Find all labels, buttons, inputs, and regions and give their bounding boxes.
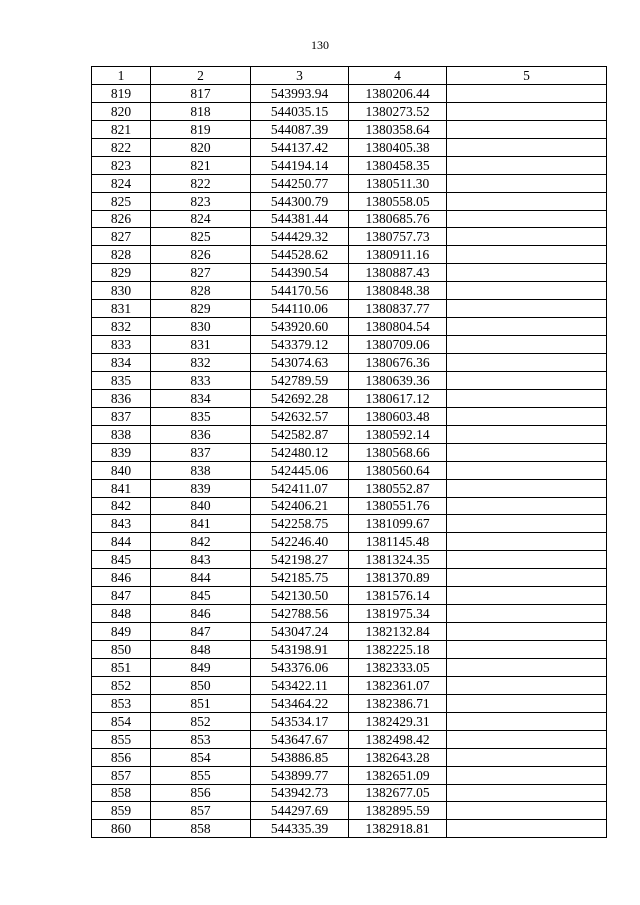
- table-cell-col-3: 543464.22: [251, 694, 349, 712]
- table-cell-col-3: 542788.56: [251, 605, 349, 623]
- table-cell-col-4: 1382895.59: [349, 802, 447, 820]
- table-cell-col-5: [447, 587, 607, 605]
- table-cell-col-5: [447, 533, 607, 551]
- table-row: [92, 425, 607, 443]
- table-row: [92, 389, 607, 407]
- table-cell-col-2: 838: [151, 461, 251, 479]
- table-cell-col-1: 859: [92, 802, 151, 820]
- table-cell-col-4: 1381145.48: [349, 533, 447, 551]
- table-cell-col-2: 828: [151, 282, 251, 300]
- table-cell-col-4: 1380206.44: [349, 84, 447, 102]
- table-cell-col-5: [447, 228, 607, 246]
- table-row: [92, 282, 607, 300]
- table-cell-col-1: 820: [92, 102, 151, 120]
- table-cell-col-3: 543074.63: [251, 354, 349, 372]
- table-cell-col-2: 857: [151, 802, 251, 820]
- table-cell-col-5: [447, 318, 607, 336]
- table-cell-col-3: 544528.62: [251, 246, 349, 264]
- table-row: [92, 730, 607, 748]
- table-cell-col-5: [447, 658, 607, 676]
- table-cell-col-4: 1380592.14: [349, 425, 447, 443]
- table-row: [92, 676, 607, 694]
- table-cell-col-4: 1380685.76: [349, 210, 447, 228]
- table-cell-col-5: [447, 676, 607, 694]
- table-cell-col-5: [447, 551, 607, 569]
- table-cell-col-2: 853: [151, 730, 251, 748]
- table-cell-col-5: [447, 192, 607, 210]
- table-row: [92, 246, 607, 264]
- table-row: [92, 623, 607, 641]
- table-cell-col-3: 544250.77: [251, 174, 349, 192]
- table-cell-col-2: 850: [151, 676, 251, 694]
- table-cell-col-2: 826: [151, 246, 251, 264]
- table-cell-col-4: 1380911.16: [349, 246, 447, 264]
- table-cell-col-3: 544170.56: [251, 282, 349, 300]
- table-row: [92, 658, 607, 676]
- table-cell-col-4: 1382225.18: [349, 641, 447, 659]
- table-cell-col-5: [447, 748, 607, 766]
- table-cell-col-5: [447, 389, 607, 407]
- table-cell-col-1: 832: [92, 318, 151, 336]
- table-cell-col-4: 1380603.48: [349, 407, 447, 425]
- table-cell-col-3: 544110.06: [251, 300, 349, 318]
- table-cell-col-3: 544335.39: [251, 820, 349, 838]
- table-cell-col-3: 542411.07: [251, 479, 349, 497]
- column-header-5: 5: [447, 67, 607, 85]
- table-cell-col-4: 1380405.38: [349, 138, 447, 156]
- table-cell-col-4: 1382677.05: [349, 784, 447, 802]
- table-cell-col-4: 1382386.71: [349, 694, 447, 712]
- table-cell-col-1: 828: [92, 246, 151, 264]
- table-cell-col-3: 542480.12: [251, 443, 349, 461]
- table-cell-col-5: [447, 102, 607, 120]
- table-cell-col-5: [447, 300, 607, 318]
- table-cell-col-4: 1380887.43: [349, 264, 447, 282]
- table-cell-col-3: 543993.94: [251, 84, 349, 102]
- table-cell-col-4: 1380709.06: [349, 336, 447, 354]
- table-cell-col-5: [447, 802, 607, 820]
- table-row: [92, 766, 607, 784]
- table-cell-col-3: 542246.40: [251, 533, 349, 551]
- column-header-4: 4: [349, 67, 447, 85]
- table-cell-col-1: 844: [92, 533, 151, 551]
- table-cell-col-1: 825: [92, 192, 151, 210]
- table-cell-col-1: 831: [92, 300, 151, 318]
- table-row: [92, 605, 607, 623]
- table-cell-col-4: 1380639.36: [349, 371, 447, 389]
- table-row: [92, 102, 607, 120]
- table-cell-col-5: [447, 246, 607, 264]
- table-cell-col-5: [447, 515, 607, 533]
- table-cell-col-5: [447, 784, 607, 802]
- table-cell-col-4: 1381324.35: [349, 551, 447, 569]
- table-cell-col-5: [447, 730, 607, 748]
- table-cell-col-3: 543647.67: [251, 730, 349, 748]
- table-row: [92, 533, 607, 551]
- table-cell-col-4: 1380804.54: [349, 318, 447, 336]
- table-cell-col-1: 853: [92, 694, 151, 712]
- table-cell-col-5: [447, 407, 607, 425]
- table-cell-col-4: 1382132.84: [349, 623, 447, 641]
- table-cell-col-1: 840: [92, 461, 151, 479]
- table-cell-col-4: 1382651.09: [349, 766, 447, 784]
- table-cell-col-2: 854: [151, 748, 251, 766]
- table-cell-col-2: 849: [151, 658, 251, 676]
- table-row: [92, 587, 607, 605]
- table-cell-col-1: 854: [92, 712, 151, 730]
- table-row: [92, 354, 607, 372]
- table-cell-col-3: 542130.50: [251, 587, 349, 605]
- table-cell-col-5: [447, 479, 607, 497]
- column-header-3: 3: [251, 67, 349, 85]
- table-cell-col-1: 836: [92, 389, 151, 407]
- table-row: [92, 318, 607, 336]
- table-cell-col-4: 1380848.38: [349, 282, 447, 300]
- table-cell-col-4: 1382333.05: [349, 658, 447, 676]
- table-row: [92, 479, 607, 497]
- table-cell-col-5: [447, 497, 607, 515]
- table-cell-col-1: 822: [92, 138, 151, 156]
- table-cell-col-3: 542185.75: [251, 569, 349, 587]
- table-row: [92, 156, 607, 174]
- table-cell-col-2: 824: [151, 210, 251, 228]
- table-cell-col-2: 818: [151, 102, 251, 120]
- table-cell-col-1: 830: [92, 282, 151, 300]
- table-cell-col-5: [447, 766, 607, 784]
- table-cell-col-2: 841: [151, 515, 251, 533]
- table-cell-col-1: 846: [92, 569, 151, 587]
- table-cell-col-1: 857: [92, 766, 151, 784]
- table-cell-col-4: 1382498.42: [349, 730, 447, 748]
- table-cell-col-3: 543376.06: [251, 658, 349, 676]
- table-cell-col-2: 833: [151, 371, 251, 389]
- table-cell-col-4: 1382429.31: [349, 712, 447, 730]
- table-cell-col-2: 851: [151, 694, 251, 712]
- table-cell-col-5: [447, 425, 607, 443]
- table-cell-col-4: 1380560.64: [349, 461, 447, 479]
- table-cell-col-2: 827: [151, 264, 251, 282]
- table-cell-col-1: 837: [92, 407, 151, 425]
- table-cell-col-3: 544035.15: [251, 102, 349, 120]
- table-cell-col-2: 822: [151, 174, 251, 192]
- table-cell-col-2: 834: [151, 389, 251, 407]
- table-row: [92, 802, 607, 820]
- table-cell-col-3: 543379.12: [251, 336, 349, 354]
- table-cell-col-1: 849: [92, 623, 151, 641]
- table-cell-col-4: 1380551.76: [349, 497, 447, 515]
- table-row: [92, 748, 607, 766]
- column-header-2: 2: [151, 67, 251, 85]
- table-cell-col-1: 843: [92, 515, 151, 533]
- table-cell-col-2: 835: [151, 407, 251, 425]
- table-cell-col-3: 543920.60: [251, 318, 349, 336]
- table-body: [92, 84, 607, 837]
- table-row: [92, 712, 607, 730]
- table-cell-col-5: [447, 712, 607, 730]
- table-cell-col-1: 841: [92, 479, 151, 497]
- table-cell-col-4: 1381370.89: [349, 569, 447, 587]
- table-cell-col-2: 848: [151, 641, 251, 659]
- table-row: [92, 497, 607, 515]
- table-cell-col-3: 544429.32: [251, 228, 349, 246]
- table-cell-col-1: 821: [92, 120, 151, 138]
- table-cell-col-2: 844: [151, 569, 251, 587]
- table-cell-col-5: [447, 641, 607, 659]
- table-cell-col-5: [447, 336, 607, 354]
- table-cell-col-5: [447, 605, 607, 623]
- table-cell-col-1: 856: [92, 748, 151, 766]
- table-cell-col-3: 542406.21: [251, 497, 349, 515]
- table-cell-col-2: 829: [151, 300, 251, 318]
- table-cell-col-3: 544390.54: [251, 264, 349, 282]
- table-cell-col-5: [447, 569, 607, 587]
- table-cell-col-4: 1380757.73: [349, 228, 447, 246]
- table-cell-col-1: 838: [92, 425, 151, 443]
- page-number: 130: [311, 38, 329, 52]
- table-cell-col-5: [447, 264, 607, 282]
- table-cell-col-4: 1380552.87: [349, 479, 447, 497]
- table-row: [92, 300, 607, 318]
- table-row: [92, 174, 607, 192]
- table-cell-col-1: 845: [92, 551, 151, 569]
- table-cell-col-2: 842: [151, 533, 251, 551]
- table-cell-col-4: 1382918.81: [349, 820, 447, 838]
- table-cell-col-1: 848: [92, 605, 151, 623]
- table-cell-col-3: 544300.79: [251, 192, 349, 210]
- table-cell-col-5: [447, 210, 607, 228]
- table-row: [92, 138, 607, 156]
- table-row: [92, 551, 607, 569]
- table-row: [92, 641, 607, 659]
- table-row: [92, 371, 607, 389]
- table-cell-col-3: 543198.91: [251, 641, 349, 659]
- table-cell-col-4: 1380511.30: [349, 174, 447, 192]
- table-cell-col-5: [447, 623, 607, 641]
- table-cell-col-5: [447, 461, 607, 479]
- table-row: [92, 192, 607, 210]
- table-cell-col-1: 847: [92, 587, 151, 605]
- table-row: [92, 694, 607, 712]
- table-cell-col-5: [447, 174, 607, 192]
- table-row: [92, 784, 607, 802]
- table-cell-col-2: 830: [151, 318, 251, 336]
- table-row: [92, 228, 607, 246]
- table-cell-col-3: 542445.06: [251, 461, 349, 479]
- table-row: [92, 407, 607, 425]
- table-cell-col-5: [447, 282, 607, 300]
- table-cell-col-2: 825: [151, 228, 251, 246]
- table-cell-col-4: 1382361.07: [349, 676, 447, 694]
- table-cell-col-5: [447, 84, 607, 102]
- table-cell-col-4: 1380676.36: [349, 354, 447, 372]
- table-cell-col-3: 543942.73: [251, 784, 349, 802]
- table-cell-col-3: 542258.75: [251, 515, 349, 533]
- table-cell-col-3: 544297.69: [251, 802, 349, 820]
- table-cell-col-2: 847: [151, 623, 251, 641]
- table-cell-col-4: 1381099.67: [349, 515, 447, 533]
- table-row: [92, 336, 607, 354]
- table-cell-col-1: 823: [92, 156, 151, 174]
- table-cell-col-4: 1381576.14: [349, 587, 447, 605]
- coordinates-table: [91, 66, 607, 838]
- table-cell-col-3: 543899.77: [251, 766, 349, 784]
- table-cell-col-2: 821: [151, 156, 251, 174]
- table-cell-col-1: 835: [92, 371, 151, 389]
- table-cell-col-2: 852: [151, 712, 251, 730]
- table-cell-col-2: 819: [151, 120, 251, 138]
- table-cell-col-1: 850: [92, 641, 151, 659]
- table-cell-col-5: [447, 443, 607, 461]
- table-cell-col-1: 851: [92, 658, 151, 676]
- table-cell-col-2: 858: [151, 820, 251, 838]
- table-row: [92, 515, 607, 533]
- table-cell-col-2: 845: [151, 587, 251, 605]
- table-row: [92, 210, 607, 228]
- table-cell-col-4: 1380617.12: [349, 389, 447, 407]
- table-cell-col-2: 836: [151, 425, 251, 443]
- table-cell-col-2: 832: [151, 354, 251, 372]
- table-cell-col-1: 824: [92, 174, 151, 192]
- table-row: [92, 120, 607, 138]
- table-cell-col-5: [447, 820, 607, 838]
- table-cell-col-1: 834: [92, 354, 151, 372]
- table-row: [92, 264, 607, 282]
- table-cell-col-1: 819: [92, 84, 151, 102]
- table-cell-col-3: 543886.85: [251, 748, 349, 766]
- table-cell-col-3: 542632.57: [251, 407, 349, 425]
- table-cell-col-1: 827: [92, 228, 151, 246]
- table-cell-col-3: 542198.27: [251, 551, 349, 569]
- table-row: [92, 443, 607, 461]
- table-cell-col-1: 860: [92, 820, 151, 838]
- table-cell-col-3: 542582.87: [251, 425, 349, 443]
- table-row: [92, 820, 607, 838]
- table-cell-col-4: 1380358.64: [349, 120, 447, 138]
- table-cell-col-3: 543047.24: [251, 623, 349, 641]
- table-cell-col-5: [447, 156, 607, 174]
- table-cell-col-1: 833: [92, 336, 151, 354]
- table-cell-col-2: 831: [151, 336, 251, 354]
- table-cell-col-2: 817: [151, 84, 251, 102]
- column-header-1: 1: [92, 67, 151, 85]
- table-cell-col-3: 543534.17: [251, 712, 349, 730]
- table-cell-col-5: [447, 694, 607, 712]
- table-cell-col-1: 852: [92, 676, 151, 694]
- table-cell-col-2: 856: [151, 784, 251, 802]
- table-cell-col-3: 544194.14: [251, 156, 349, 174]
- table-cell-col-4: 1380558.05: [349, 192, 447, 210]
- table-cell-col-5: [447, 371, 607, 389]
- table-cell-col-1: 858: [92, 784, 151, 802]
- table-cell-col-2: 843: [151, 551, 251, 569]
- table-cell-col-4: 1382643.28: [349, 748, 447, 766]
- table-cell-col-3: 544381.44: [251, 210, 349, 228]
- table-cell-col-3: 542692.28: [251, 389, 349, 407]
- table-row: [92, 569, 607, 587]
- table-cell-col-5: [447, 138, 607, 156]
- table-cell-col-4: 1380837.77: [349, 300, 447, 318]
- table-cell-col-2: 839: [151, 479, 251, 497]
- table-cell-col-2: 837: [151, 443, 251, 461]
- table-cell-col-2: 855: [151, 766, 251, 784]
- table-cell-col-4: 1380273.52: [349, 102, 447, 120]
- table-cell-col-1: 855: [92, 730, 151, 748]
- table-cell-col-4: 1381975.34: [349, 605, 447, 623]
- table-cell-col-2: 840: [151, 497, 251, 515]
- table-cell-col-4: 1380568.66: [349, 443, 447, 461]
- table-cell-col-5: [447, 354, 607, 372]
- table-row: [92, 84, 607, 102]
- table-cell-col-2: 846: [151, 605, 251, 623]
- table-cell-col-2: 823: [151, 192, 251, 210]
- table-cell-col-1: 826: [92, 210, 151, 228]
- table-cell-col-2: 820: [151, 138, 251, 156]
- table-cell-col-4: 1380458.35: [349, 156, 447, 174]
- table-cell-col-3: 542789.59: [251, 371, 349, 389]
- table-cell-col-1: 839: [92, 443, 151, 461]
- table-cell-col-1: 829: [92, 264, 151, 282]
- table-cell-col-1: 842: [92, 497, 151, 515]
- table-cell-col-5: [447, 120, 607, 138]
- table-cell-col-3: 544087.39: [251, 120, 349, 138]
- table-cell-col-3: 544137.42: [251, 138, 349, 156]
- header-row: [92, 67, 607, 85]
- table-row: [92, 461, 607, 479]
- table-cell-col-3: 543422.11: [251, 676, 349, 694]
